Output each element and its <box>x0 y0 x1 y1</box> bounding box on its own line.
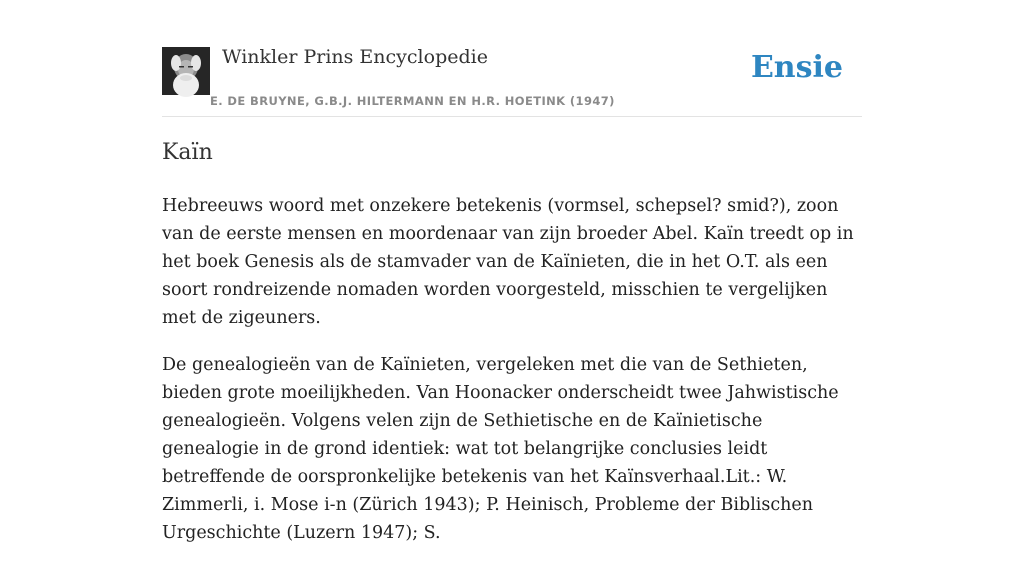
portrait-image <box>162 47 210 95</box>
site-title[interactable]: Winkler Prins Encyclopedie <box>222 46 488 68</box>
brand-logo[interactable]: Ensie <box>750 50 843 85</box>
site-header <box>162 0 862 117</box>
article-body <box>162 192 862 566</box>
article-paragraph: De genealogieën van de Kaïnieten, vergeleken met die van de Sethieten, bieden grote moeilijkheden. Van Hoonacker onderscheidt twee Jahwistische genealogieën. Volgens velen zijn de Sethietische en de Kaïnietische genealogie in de grond identiek: wat tot belangrijke conclusies leidt betreffende de oorspronkelijke betekenis van het Kaïnsverhaal.Lit.: W. Zimmerli, i. Mose i-n (Zürich 1943); P. Heinisch, Probleme der Biblischen Urgeschichte (Luzern 1947); S. <box>162 355 839 543</box>
author-avatar[interactable] <box>162 47 210 95</box>
article-paragraph: Hebreeuws woord met onzekere betekenis (vormsel, schepsel? smid?), zoon van de eerste mensen en moordenaar van zijn broeder Abel. Kaïn treedt op in het boek Genesis als de stamvader van de Kaïnieten, die in het O.T. als een soort rondreizende nomaden worden voorgesteld, misschien te vergelijken met de zigeuners. <box>162 196 854 328</box>
authors-line: E. DE BRUYNE, G.B.J. HILTERMANN EN H.R. HOETINK (1947) <box>210 94 615 108</box>
article-title: Kaïn <box>162 140 213 165</box>
